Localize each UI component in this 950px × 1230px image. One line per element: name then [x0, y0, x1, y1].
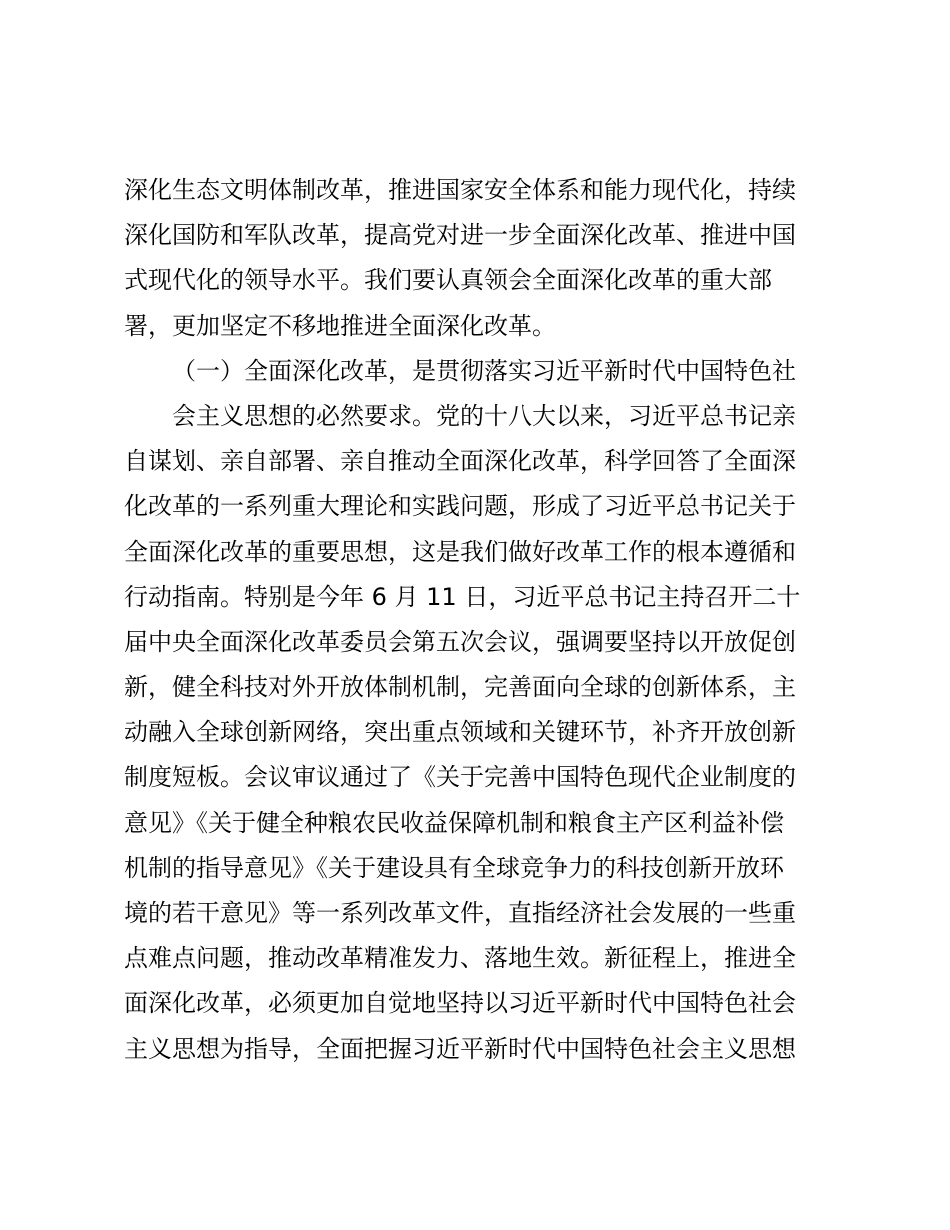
text-line: 面深化改革，必须更加自觉地坚持以习近平新时代中国特色社会: [124, 989, 796, 1018]
text-line: 点难点问题，推动改革精准发力、落地生效。新征程上，推进全: [124, 944, 796, 973]
text-line: 自谋划、亲自部署、亲自推动全面深化改革，科学回答了全面深: [124, 447, 796, 476]
text-line: 深化生态文明体制改革，推进国家安全体系和能力现代化，持续: [124, 176, 796, 204]
text-line: 新，健全科技对外开放体制机制，完善面向全球的创新体系，主: [124, 673, 796, 702]
body-text: [124, 168, 834, 1072]
text-line: 式现代化的领导水平。我们要认真领会全面深化改革的重大部: [124, 266, 772, 295]
text-line: 化改革的一系列重大理论和实践问题，形成了习近平总书记关于: [124, 492, 796, 521]
section-heading-line: 会主义思想的必然要求。党的十八大以来，习近平总书记亲: [172, 401, 796, 430]
text-line: 行动指南。特别是今年 6 月 11 日，习近平总书记主持召开二十: [124, 582, 801, 611]
text-line: 境的若干意见》等一系列改革文件，直指经济社会发展的一些重: [124, 899, 796, 927]
text-line: 机制的指导意见》《关于建设具有全球竞争力的科技创新开放环: [124, 853, 784, 882]
text-line: 署，更加坚定不移地推进全面深化改革。: [124, 311, 556, 340]
text-line: 深化国防和军队改革，提高党对进一步全面深化改革、推进中国: [124, 221, 796, 250]
section-heading-line: （一）全面深化改革，是贯彻落实习近平新时代中国特色社: [172, 356, 796, 385]
text-line: 意见》《关于健全种粮农民收益保障机制和粮食主产区利益补偿: [124, 808, 784, 837]
text-line: 主义思想为指导，全面把握习近平新时代中国特色社会主义思想: [124, 1034, 796, 1063]
text-line: 全面深化改革的重要思想，这是我们做好改革工作的根本遵循和: [124, 537, 796, 566]
text-line: 动融入全球创新网络，突出重点领域和关键环节，补齐开放创新: [124, 718, 796, 747]
text-line: 制度短板。会议审议通过了《关于完善中国特色现代企业制度的: [124, 763, 796, 792]
text-line: 届中央全面深化改革委员会第五次会议，强调要坚持以开放促创: [124, 627, 796, 656]
